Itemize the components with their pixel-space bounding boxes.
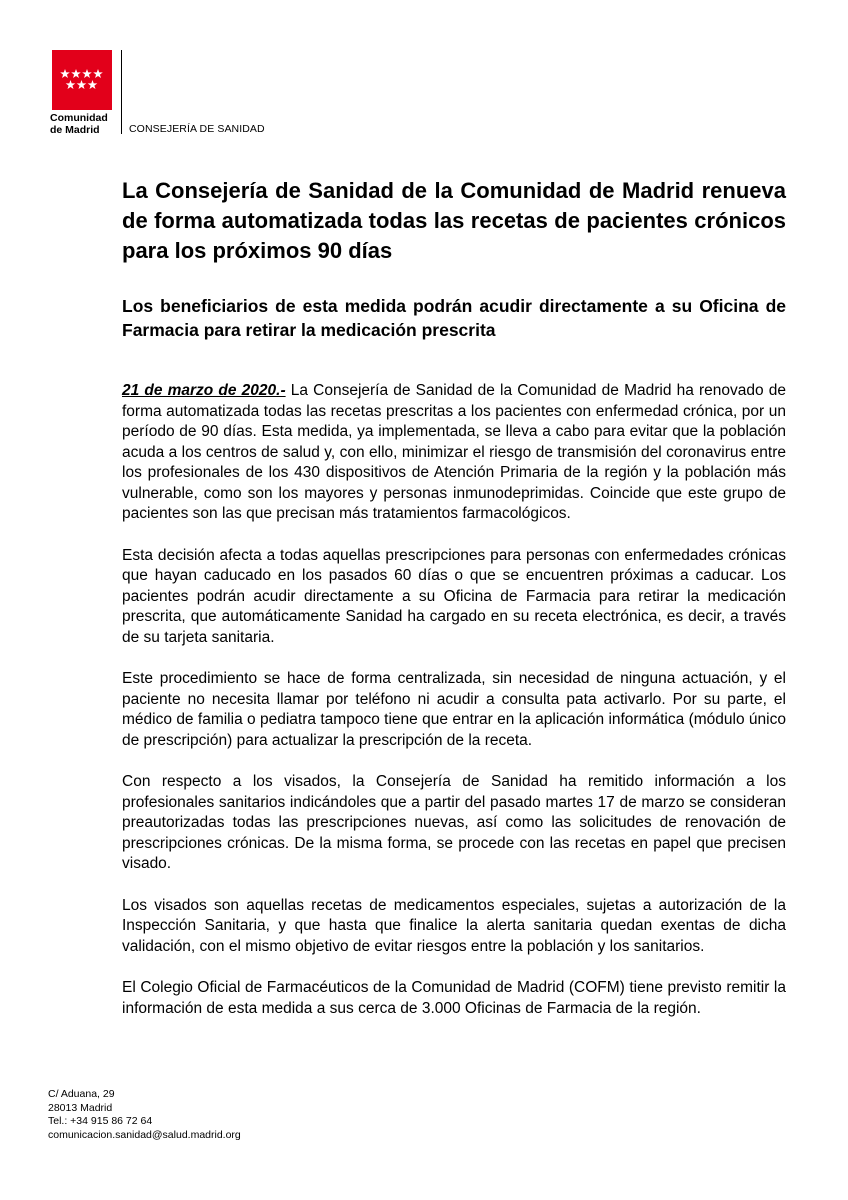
logo-wordmark <box>50 112 108 136</box>
dateline: 21 de marzo de 2020.- <box>122 382 286 399</box>
paragraph-1-text: La Consejería de Sanidad de la Comunidad de Madrid ha renovado de forma automatizada todas las recetas prescritas a los pacientes con enfermedad crónica, por un período de 90 días. Esta medida, ya implementada, se lleva a cabo para evitar que la población acuda a los centros de salud y, con ello, minimizar el riesgo de transmisión del coronavirus entre los profesionales de los 430 dispositivos de Atención Primaria de la región y la población más vulnerable, como son los mayores y personas inmunodeprimidas. Coincide que este grupo de pacientes son las que precisan más tratamientos farmacológicos. <box>122 382 786 522</box>
paragraph-3: Este procedimiento se hace de forma centralizada, sin necesidad de ninguna actuación, y el paciente no necesita llamar por teléfono ni acudir a consulta pata activarlo. Por su parte, el médico de familia o pediatra tampoco tiene que entrar en la aplicación informática (módulo único de prescripción) para actualizar la prescripción de la receta. <box>122 670 786 749</box>
department-name: CONSEJERÍA DE SANIDAD <box>129 123 265 135</box>
header-divider <box>121 50 122 134</box>
comunidad-madrid-logo <box>52 50 112 110</box>
logo-line-1: Comunidad <box>50 112 108 124</box>
paragraph-6: El Colegio Oficial de Farmacéuticos de la Comunidad de Madrid (COFM) tiene previsto remitir la información de esta medida a sus cerca de 3.000 Oficinas de Farmacia de la región. <box>122 979 786 1017</box>
footer-postal: 28013 Madrid <box>48 1101 113 1114</box>
press-release-subtitle: Los beneficiarios de esta medida podrán acudir directamente a su Oficina de Farmacia para retirar la medicación prescrita <box>122 296 786 340</box>
paragraph-4: Con respecto a los visados, la Consejería de Sanidad ha remitido información a los profesionales sanitarios indicándoles que a partir del pasado martes 17 de marzo se consideran preautorizadas todas las prescripciones nuevas, así como las solicitudes de renovación de prescripciones crónicas. De la misma forma, se procede con las recetas en papel que precisen visado. <box>122 773 786 872</box>
seven-stars-icon <box>52 50 112 110</box>
footer-phone: Tel.: +34 915 86 72 64 <box>48 1115 153 1127</box>
press-release-body <box>122 381 786 1040</box>
paragraph-1 <box>122 381 786 525</box>
footer-email: comunicacion.sanidad@salud.madrid.org <box>48 1128 241 1141</box>
logo-line-2: de Madrid <box>50 124 100 136</box>
contact-footer <box>48 1088 241 1142</box>
paragraph-5: Los visados son aquellas recetas de medicamentos especiales, sujetas a autorización de la Inspección Sanitaria, y que hasta que finalice la alerta sanitaria quedan exentas de dicha validación, con el mismo objetivo de evitar riesgos entre la población y los sanitarios. <box>122 896 786 955</box>
paragraph-2: Esta decisión afecta a todas aquellas prescripciones para personas con enfermedades crónicas que hayan caducado en los pasados 60 días o que se encuentren próximas a caducar. Los pacientes podrán acudir directamente a su Oficina de Farmacia para retirar la medicación prescrita, que automáticamente Sanidad ha cargado en su receta electrónica, es decir, a través de su tarjeta sanitaria. <box>122 546 786 646</box>
press-release-title: La Consejería de Sanidad de la Comunidad de Madrid renueva de forma automatizada todas las recetas de pacientes crónicos para los próximos 90 días <box>122 178 786 263</box>
footer-address: C/ Aduana, 29 <box>48 1088 115 1100</box>
